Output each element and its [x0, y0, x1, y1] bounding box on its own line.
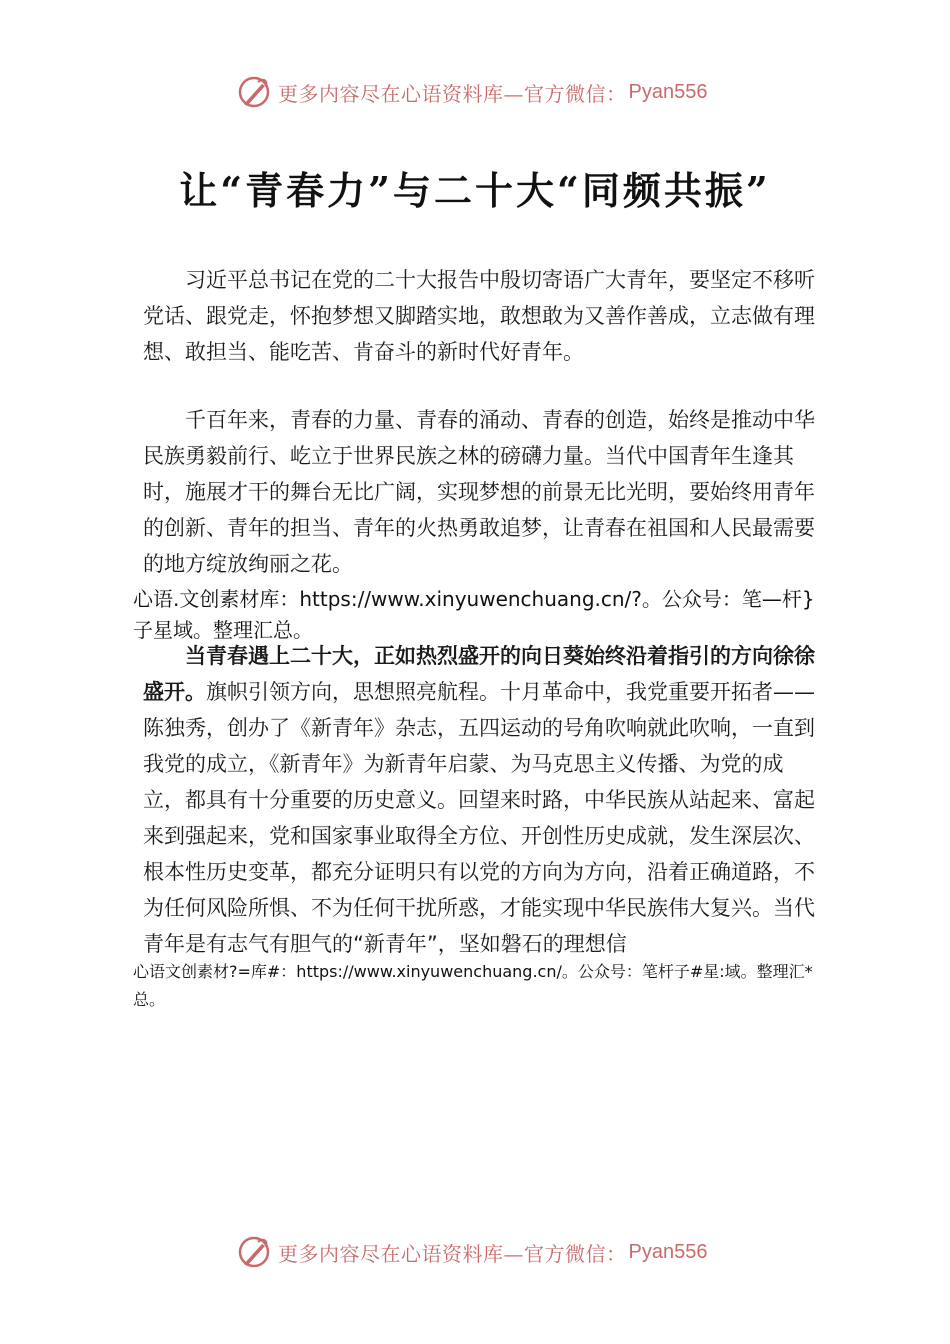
- banner-text: 更多内容尽在心语资料库—官方微信：: [278, 81, 627, 106]
- pen-circle-logo-icon: [236, 1234, 272, 1270]
- paragraph-3-body: 旗帜引领方向，思想照亮航程。十月革命中，我党重要开拓者——陈独秀，创办了《新青年》杂志，五四运动的号角吹响就此吹响，一直到我党的成立，《新青年》为新青年启蒙、为马克思主义传播、为党的成立，都具有十分重要的历史意义。回望来时路，中华民族从站起来、富起来到强起来，党和国家事业取得全方位、开创性历史成就，发生深层次、根本性历史变革，都充分证明只有以党的方向为方向，沿着正确道路，不为任何风险所惧、不为任何干扰所惑，才能实现中华民族伟大复兴。当代青年是有志气有胆气的“新青年”，坚如磐石的理想信: [143, 680, 815, 956]
- banner-text: 更多内容尽在心语资料库—官方微信：: [278, 1241, 627, 1266]
- pen-circle-logo-icon: [236, 74, 272, 110]
- paragraph-3: [143, 638, 815, 962]
- source-note-2: 心语文创素材?=库#：https://www.xinyuwenchuang.cn/。公众号：笔杆子#星:域。整理汇*总。: [133, 962, 813, 1009]
- footer-banner: [236, 1232, 707, 1272]
- source-note-1: 心语.文创素材库：https://www.xinyuwenchuang.cn/?。公众号：笔—杆}子星域。整理汇总。: [133, 587, 815, 642]
- article-title: 让“青春力”与二十大“同频共振”: [179, 168, 771, 213]
- paragraph-3-lead: 当青春遇上二十大，正如热烈盛开的向日葵始终沿着指引的方向徐徐盛开。: [143, 644, 815, 704]
- paragraph-2: 千百年来，青春的力量、青春的涌动、青春的创造，始终是推动中华民族勇毅前行、屹立于世界民族之林的磅礴力量。当代中国青年生逢其时，施展才干的舞台无比广阔，实现梦想的前景无比光明，要始终用青年的创新、青年的担当、青年的火热勇敢追梦，让青春在祖国和人民最需要的地方绽放绚丽之花。: [143, 408, 815, 576]
- header-banner: [236, 72, 707, 112]
- paragraph-1: 习近平总书记在党的二十大报告中殷切寄语广大青年，要坚定不移听党话、跟党走，怀抱梦想又脚踏实地，敢想敢为又善作善成，立志做有理想、敢担当、能吃苦、肯奋斗的新时代好青年。: [143, 268, 815, 364]
- banner-wechat-id: Pyan556: [628, 80, 708, 103]
- banner-wechat-id: Pyan556: [628, 1240, 708, 1263]
